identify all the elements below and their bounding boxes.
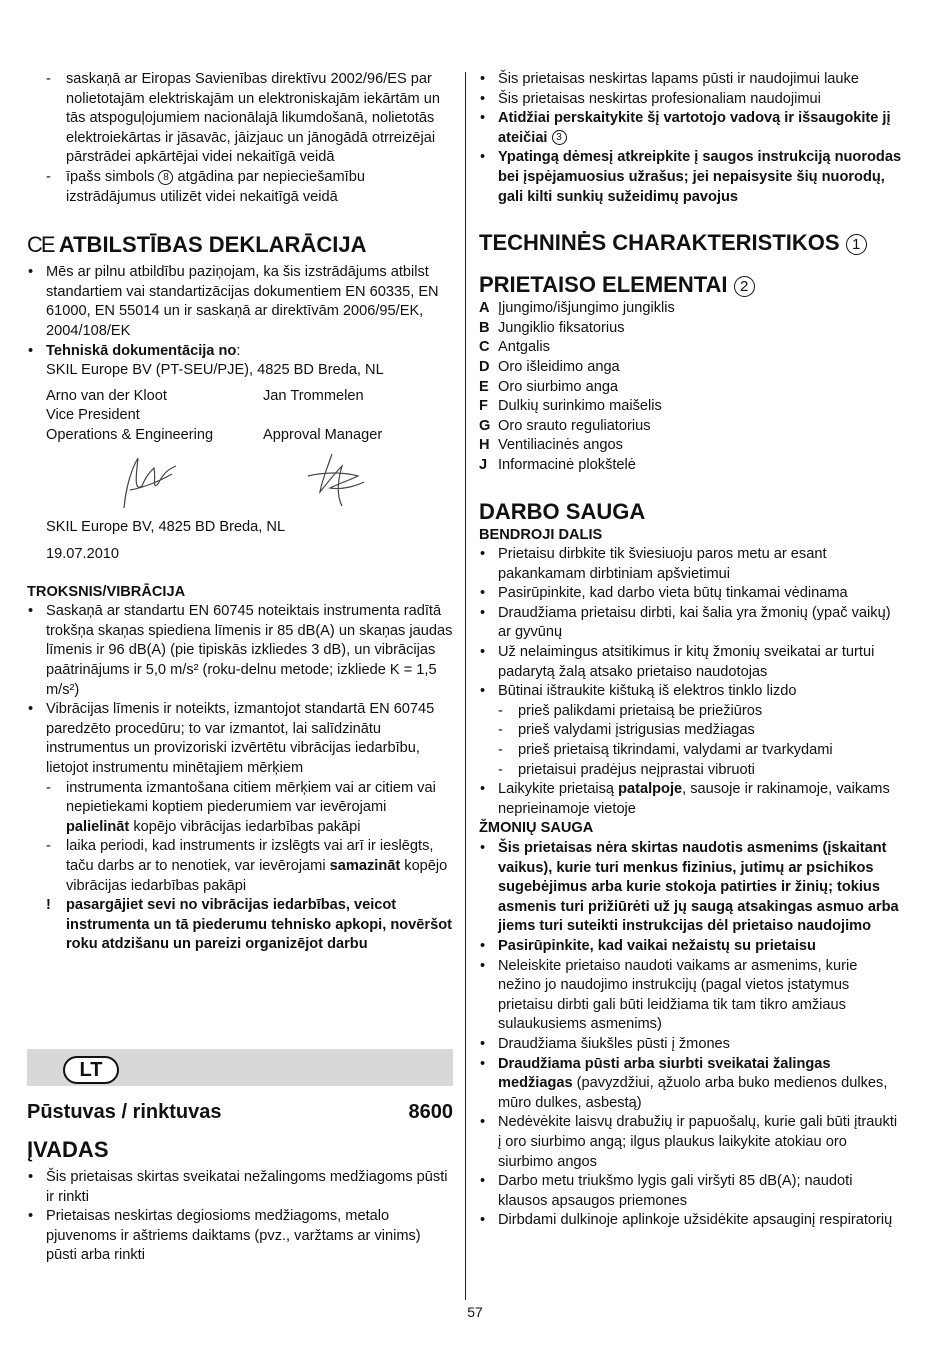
- list-item: D Oro išleidimo anga: [479, 358, 620, 375]
- symbol-text-before: īpašs simbols: [66, 168, 155, 185]
- list-item: J Informacinė plokštelė: [479, 456, 636, 473]
- intro-bullet-1: • Šis prietaisas skirtas sveikatai nežalingoms medžiagoms pūsti ir rinkti: [28, 1169, 448, 1205]
- general-bullet: • Draudžiama prietaisu dirbti, kai šalia yra žmonių (ypač vaikų) ar gyvūnų: [480, 604, 891, 641]
- sig1-title1: Vice President: [46, 407, 140, 424]
- noise-heading: TROKSNIS/VIBRĀCIJA: [27, 583, 186, 600]
- signature-2: [308, 454, 364, 506]
- signature-images: [46, 446, 466, 518]
- company-line: SKIL Europe BV, 4825 BD Breda, NL: [46, 518, 286, 535]
- signatures: [46, 446, 453, 518]
- disposal-item: - saskaņā ar Eiropas Savienības direktīvu 2002/96/ES par nolietotajām elektriskajām un elektroniskajām iekārtām un tās atspoguļojumiem nacionālajā likumdošanā, nolietotās elektroiekārtas ir jāsavāc, jāizjauc un jānogādā otrreizējai pārstrādei apkārtējai videi nekaitīgā veidā: [46, 71, 440, 166]
- symbol-1-icon: 1: [846, 234, 867, 255]
- language-band: [27, 1049, 453, 1086]
- intro-bullet-2: • Prietaisas neskirtas degiosioms medžiagoms, metalo pjuvenoms ir aštriems daiktams (pvz., varžtams ar vinims) pūsti arba rinkti: [28, 1208, 421, 1264]
- list-item: H Ventiliacinės angos: [479, 437, 623, 454]
- unplug-sub: - prieš valydami įstrigusias medžiagas: [498, 722, 755, 739]
- page-number: 57: [467, 1304, 483, 1320]
- noise-sub-2: - laika periodi, kad instruments ir izslēgts vai arī ir ieslēgts, taču darbs ar to nenotiek, var ievērojami samazināt kopējo vibrācijas iedarbības pakāpi: [46, 838, 448, 894]
- technical-heading: TECHNINĖS CHARAKTERISTIKOS 1: [479, 229, 904, 257]
- tech-doc-bullet: • Tehniskā dokumentācija no: SKIL Europe BV (PT-SEU/PJE), 4825 BD Breda, NL: [28, 342, 384, 379]
- symbol-item: - īpašs simbols 8 atgādina par nepieciešamību izstrādājumus utilizēt videi nekaitīgā veidā: [46, 168, 365, 205]
- list-item: C Antgalis: [479, 339, 550, 356]
- list-item: B Jungiklio fiksatorius: [479, 319, 625, 336]
- people-bullet: • Pasirūpinkite, kad vaikai nežaistų su prietaisu: [480, 937, 816, 954]
- product-name: Pūstuvas / rinktuvas: [27, 1101, 222, 1123]
- list-item: E Oro siurbimo anga: [479, 378, 619, 395]
- sig2-title: Approval Manager: [263, 426, 383, 443]
- warning-mark-icon: !: [46, 897, 51, 914]
- sig1-title2: Operations & Engineering: [46, 426, 214, 443]
- declaration-date: 19.07.2010: [46, 546, 120, 563]
- people-bullet: • Darbo metu triukšmo lygis gali viršyti 85 dB(A); naudoti klausos apsaugos priemones: [480, 1173, 853, 1209]
- noise-sub-1: - instrumenta izmantošana citiem mērķiem vai ar citiem vai nepietiekami koptiem piederumiem var ievērojami palielināt kopējo vibrācijas iedarbības pakāpi: [46, 779, 436, 835]
- symbol-8-icon: 8: [158, 170, 173, 185]
- declaration-bullet: • Mēs ar pilnu atbildību paziņojam, ka šis izstrādājums atbilst standartiem vai standartizācijas dokumentiem EN 60335, EN 61000, EN 55014 un ir saskaņā ar direktīvām 2006/95/EK, 2004/108/EK: [28, 264, 439, 339]
- intro-bullet-4: • Šis prietaisas neskirtas profesionaliam naudojimui: [480, 90, 821, 107]
- noise-bullet-1: • Saskaņā ar standartu EN 60745 noteiktais instrumenta radītā trokšņa skaņas spiediena līmenis ir 85 dB(A) un skaņas jaudas līmenis ir 96 dB(A) (pie tipiskās izkliedes 3 dB), un vibrācijas paātrinājums ir 5,0 m/s² (roku-delnu metode; izkliede K = 1,5 m/s²): [28, 603, 453, 698]
- general-heading: BENDROJI DALIS: [479, 526, 603, 543]
- declaration-heading: CE ATBILSTĪBAS DEKLARĀCIJA: [27, 232, 367, 258]
- general-bullet: • Už nelaimingus atsitikimus ir kitų žmonių sveikatai ar turtui padarytą žalą atsako prietaiso naudotojas: [480, 644, 875, 680]
- ce-mark-icon: CE: [27, 232, 54, 258]
- list-item: F Dulkių surinkimo maišelis: [479, 398, 662, 415]
- people-bullet: • Nedėvėkite laisvų drabužių ir papuošalų, kurie gali būti įtraukti į oro siurbimo angą; ilgus plaukus laikykite atokiau oro siurbimo angos: [480, 1114, 898, 1170]
- left-column: [27, 70, 453, 955]
- elements-list: [479, 299, 904, 475]
- storage-bullet: • Laikykite prietaisą patalpoje, sausoje ir rakinamoje, vaikams neprieinamoje vietoje: [480, 781, 890, 817]
- people-bullet: • Draudžiama pūsti arba siurbti sveikatai žalingas medžiagas (pavyzdžiui, ąžuolo arba buko medienos dulkes, mūro dulkes, asbestą): [480, 1055, 888, 1111]
- unplug-sub: - prieš prietaisą tikrindami, valydami ar tvarkydami: [498, 742, 833, 759]
- attention-bullet: • Ypatingą dėmesį atkreipkite į saugos instrukciją nuorodas bei įspėjamuosius užrašus; jei nepaisysite šių nuorodų, gali kilti sunkių sužeidimų pavojus: [480, 149, 902, 205]
- elements-heading: PRIETAISO ELEMENTAI 2: [479, 271, 904, 299]
- people-bullet: • Šis prietaisas nėra skirtas naudotis asmenims (įskaitant vaikus), kurie turi menkus fizinius, jutimų ar psichikos sugebėjimus arba kurie stokoja patirties ir žinių; tokius asmenis turi prižiūrėti už jų saugą atsakingas asmuo arba jiems turi suteikti instrukcijas dėl prietaiso naudojimo: [480, 840, 899, 935]
- people-bullet: • Draudžiama šiukšles pūsti į žmones: [480, 1035, 730, 1052]
- general-bullet: • Prietaisu dirbkite tik šviesiuoju paros metu ar esant pakankamam dirbtiniam apšvietimui: [480, 546, 827, 582]
- sig2-name: Jan Trommelen: [263, 387, 364, 404]
- symbol-3-icon: 3: [552, 130, 567, 145]
- vibration-warning: ! pasargājiet sevi no vibrācijas iedarbības, veicot instrumenta un tā piederumu tehnisko apkopi, novēršot roku atdzišanu un pareizi organizējot darbu: [46, 897, 452, 953]
- intro-section: [27, 1136, 453, 1266]
- list-item: G Oro srauto reguliatorius: [479, 417, 651, 434]
- column-divider: [465, 72, 466, 1300]
- people-heading: ŽMONIŲ SAUGA: [479, 820, 594, 837]
- people-bullet: • Dirbdami dulkinoje aplinkoje užsidėkite apsauginį respiratorių: [480, 1212, 893, 1229]
- symbol-text-after: atgādina par nepieciešamību izstrādājumus utilizēt videi nekaitīgā veidā: [66, 168, 365, 205]
- tech-doc-address: SKIL Europe BV (PT-SEU/PJE), 4825 BD Breda, NL: [46, 362, 384, 379]
- people-bullet: • Neleiskite prietaiso naudoti vaikams ar asmenims, kurie nežino jo naudojimo instrukcijų (pagal vietos įstatymus prietaisu dirbti gali būti leidžiama tik tam tikro amžiaus sulaukusiems asmenims): [480, 957, 858, 1033]
- language-code-badge: LT: [63, 1056, 119, 1084]
- disposal-text: saskaņā ar Eiropas Savienības direktīvu 2002/96/ES par nolietotajām elektriskajām un elektroniskajām iekārtām un tās atspoguļojumiem nacionālajā likumdošanā, nolietotās elektroiekārtas ir jāsavāc, jāizjauc un jānogādā otrreizējai pārstrādei apkārtējai videi nekaitīgā veidā: [66, 71, 440, 166]
- intro-bullet-3: • Šis prietaisas neskirtas lapams pūsti ir naudojimui lauke: [480, 71, 859, 87]
- product-title-row: [27, 1099, 453, 1125]
- unplug-sub: - prietaisui pradėjus neįprastai vibruoti: [498, 761, 755, 778]
- read-manual-bullet: • Atidžiai perskaitykite šį vartotojo vadovą ir išsaugokite jį ateičiai 3: [480, 110, 891, 146]
- symbol-2-icon: 2: [734, 276, 755, 297]
- general-bullet: • Būtinai ištraukite kištuką iš elektros tinklo lizdo: [480, 683, 797, 700]
- general-bullet: • Pasirūpinkite, kad darbo vieta būtų tinkamai vėdinama: [480, 585, 848, 602]
- unplug-sub: - prieš palikdami prietaisą be priežiūros: [498, 702, 763, 719]
- signatories: [27, 387, 453, 565]
- tech-doc-label: Tehniskā dokumentācija no: [46, 342, 237, 359]
- intro-heading: ĮVADAS: [27, 1137, 109, 1162]
- noise-bullet-2: • Vibrācijas līmenis ir noteikts, izmantojot standartā EN 60745 paredzēto procedūru; to var izmantot, lai salīdzinātu instrumentus un provizoriski izvērtētu vibrācijas iedarbību, lietojot instrumentu minētajiem mērķiem: [28, 701, 435, 777]
- safety-heading: DARBO SAUGA: [479, 498, 646, 524]
- product-model: 8600: [408, 1101, 453, 1123]
- list-item: A Įjungimo/išjungimo jungiklis: [479, 300, 675, 317]
- signature-1: [124, 458, 176, 508]
- right-column: [479, 70, 904, 1231]
- sig1-name: Arno van der Kloot: [46, 387, 167, 404]
